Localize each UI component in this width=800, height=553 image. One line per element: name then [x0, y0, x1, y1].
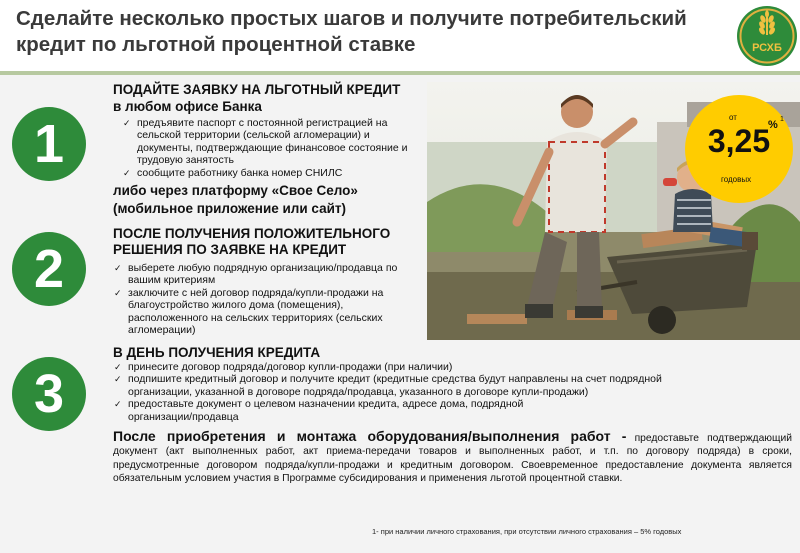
step-1-number: 1 [12, 107, 86, 181]
rate-percent: % [768, 119, 778, 131]
step-1-alt-line-1: либо через платформу «Свое Село» [113, 183, 358, 198]
step-1-heading [113, 82, 400, 98]
header [0, 0, 800, 70]
final-paragraph [113, 430, 792, 486]
footnote: 1- при наличии личного страхования, при отсутствии личного страхования – 5% годовых [372, 527, 682, 536]
step-3-list [112, 361, 672, 423]
page-title [16, 6, 716, 58]
step-3-number: 3 [12, 357, 86, 431]
page-title-line-1: Сделайте несколько простых шагов и получите потребительский [16, 7, 687, 30]
step-2-heading-line-1: ПОСЛЕ ПОЛУЧЕНИЯ ПОЛОЖИТЕЛЬНОГО [113, 226, 391, 241]
step-1-heading-line-1: ПОДАЙТЕ ЗАЯВКУ НА ЛЬГОТНЫЙ КРЕДИТ [113, 82, 401, 97]
rate-prefix: от [729, 113, 737, 122]
step-3-heading: В ДЕНЬ ПОЛУЧЕНИЯ КРЕДИТА [113, 345, 321, 360]
step-2-heading-line-2: РЕШЕНИЯ ПО ЗАЯВКЕ НА КРЕДИТ [113, 242, 347, 257]
step-2-item-1: ✓ выберете любую подрядную организацию/продавца по вашим критериям [112, 262, 412, 287]
page-title-line-2: кредит по льготной процентной ставке [16, 33, 416, 56]
rate-value: 3,25 [707, 123, 771, 159]
step-2-list [112, 262, 412, 336]
step-2-heading [113, 226, 390, 258]
final-lead: После приобретения и монтажа оборудования/выполнения работ - [113, 428, 627, 444]
rate-unit: годовых [721, 175, 752, 184]
step-1-list [121, 117, 421, 179]
step-2-number: 2 [12, 232, 86, 306]
step-2-item-2: ✓ заключите с ней договор подряда/купли-продажи на благоустройство жилого дома (помещения), расположенного на сельских территориях (сельских агломерации) [112, 287, 412, 337]
bank-logo [736, 5, 798, 67]
step-3-item-3: ✓ предоставьте документ о целевом назначении кредита, адресе дома, подрядной организации/продавца [112, 398, 538, 423]
rate-footnote-mark: 1 [780, 116, 784, 123]
step-1-item-1: ✓ предъявите паспорт с постоянной регистрацией на сельской территории (сельской агломерации) и документы, подтверждающие финансовое состояние и трудовую занятость [121, 117, 421, 167]
final-text: предоставьте подтверждающий документ (акт выполненных работ, акт приема-передачи товаров и выполненных работ, и т.п. по договору подряда) в сроки, предусмотренные договором подряда/купли-продажи и кредитным договором. Своевременное предоставление документа является обязательным условием участия в Программе субсидирования и применения льготой процентной ставки. [113, 433, 792, 485]
rate-badge [685, 95, 793, 203]
step-3-item-1: ✓ принесите договор подряда/договор купли-продажи (при наличии) [112, 361, 672, 373]
logo-text: РСХБ [752, 42, 782, 54]
step-1-item-2: ✓ сообщите работнику банка номер СНИЛС [121, 167, 421, 179]
step-1-alt-line-2: (мобильное приложение или сайт) [113, 201, 347, 216]
step-1-subheading: в любом офисе Банка [113, 99, 262, 114]
step-3-item-2: ✓ подпишите кредитный договор и получите кредит (кредитные средства будут направлены на счет подрядной организации, указанной в договоре подряда/продавца, указанного в договоре купли-продажи) [112, 373, 672, 398]
